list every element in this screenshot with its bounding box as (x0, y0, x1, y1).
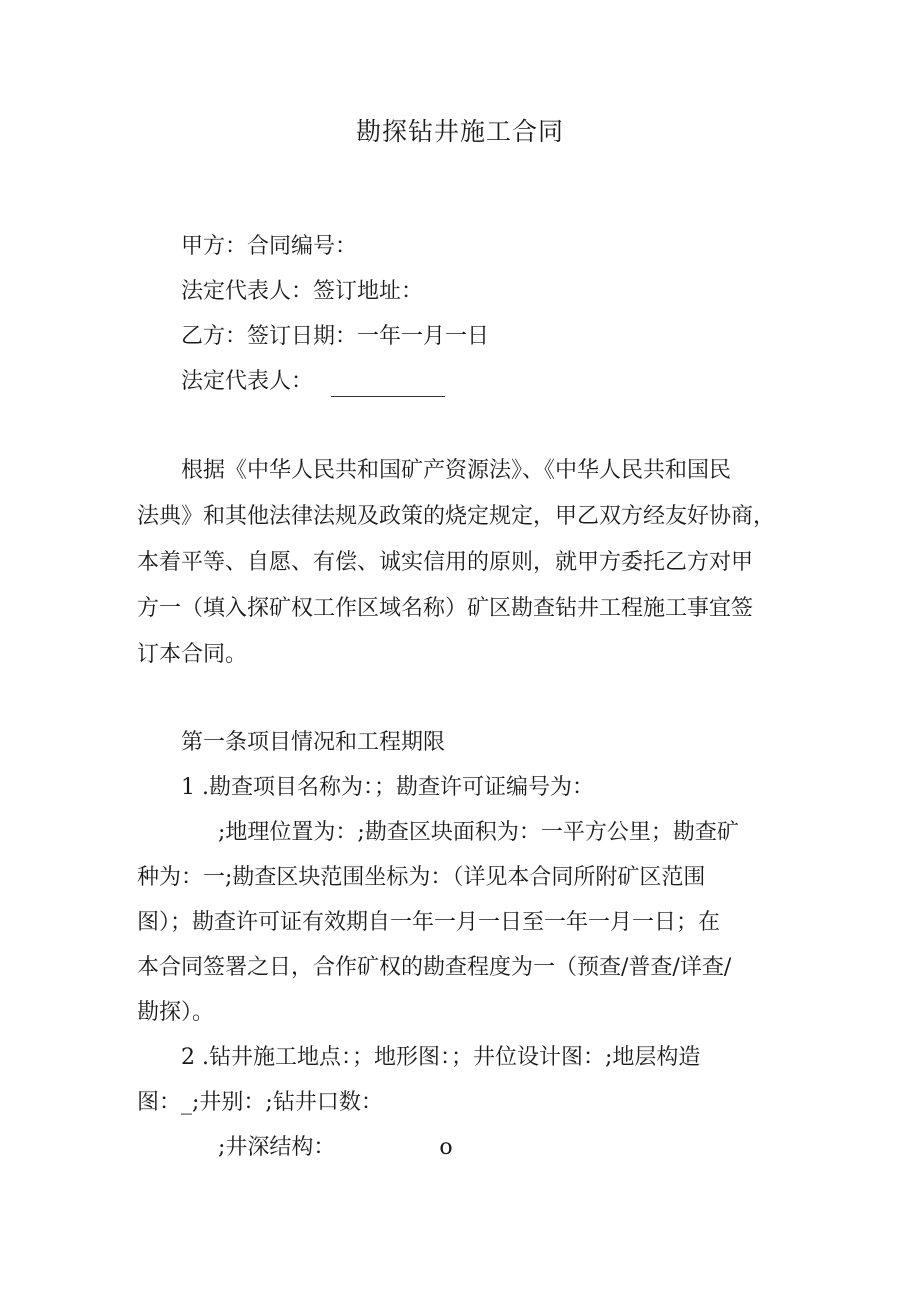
item1-line: 种为：一;勘查区块范围坐标为：（详见本合同所附矿区范围 (137, 865, 706, 890)
item1-line: 1 .勘查项目名称为：；勘查许可证编号为： (181, 775, 594, 800)
legal-rep-a-line: 法定代表人：签订地址： (181, 279, 424, 304)
item2-line: 2 .钻井施工地点：；地形图：；井位设计图：;地层构造 (181, 1045, 701, 1070)
item2-line: 图：_;井别：;钻井口数： (137, 1090, 383, 1115)
document-title: 勘探钻井施工合同 (355, 117, 564, 146)
item1-line: 勘探）。 (137, 1000, 215, 1025)
preamble-line: 根据《中华人民共和国矿产资源法》、《中华人民共和国民 (181, 458, 732, 483)
signature-blank (331, 374, 445, 397)
legal-rep-b-label: 法定代表人： (181, 369, 314, 394)
preamble-line: 本着平等、自愿、有偿、诚实信用的原则，就甲方委托乙方对甲 (137, 550, 754, 575)
preamble-line: 方一（填入探矿权工作区域名称）矿区勘查钻井工程施工事宜签 (137, 596, 754, 621)
well-depth-line (218, 1133, 453, 1163)
well-depth-label: ;井深结构： (218, 1135, 336, 1160)
party-b-line: 乙方：签订日期：一年一月一日 (181, 324, 490, 349)
party-a-line: 甲方：合同编号： (181, 234, 358, 259)
well-depth-tail: o (439, 1135, 453, 1160)
preamble-line: 法典》和其他法律法规及政策的烧定规定，甲乙双方经友好协商， (137, 504, 776, 529)
preamble-line: 订本合同。 (137, 642, 248, 667)
item1-line: ;地理位置为：;勘查区块面积为：一平方公里；勘查矿 (218, 820, 739, 845)
legal-rep-b-line (181, 367, 445, 397)
article1-heading: 第一条项目情况和工程期限 (181, 730, 446, 755)
item1-line: 图）；勘查许可证有效期自一年一月一日至一年一月一日；在 (137, 910, 721, 935)
item1-line: 本合同签署之日，合作矿权的勘查程度为一（预查/普查/详查/ (137, 955, 732, 980)
